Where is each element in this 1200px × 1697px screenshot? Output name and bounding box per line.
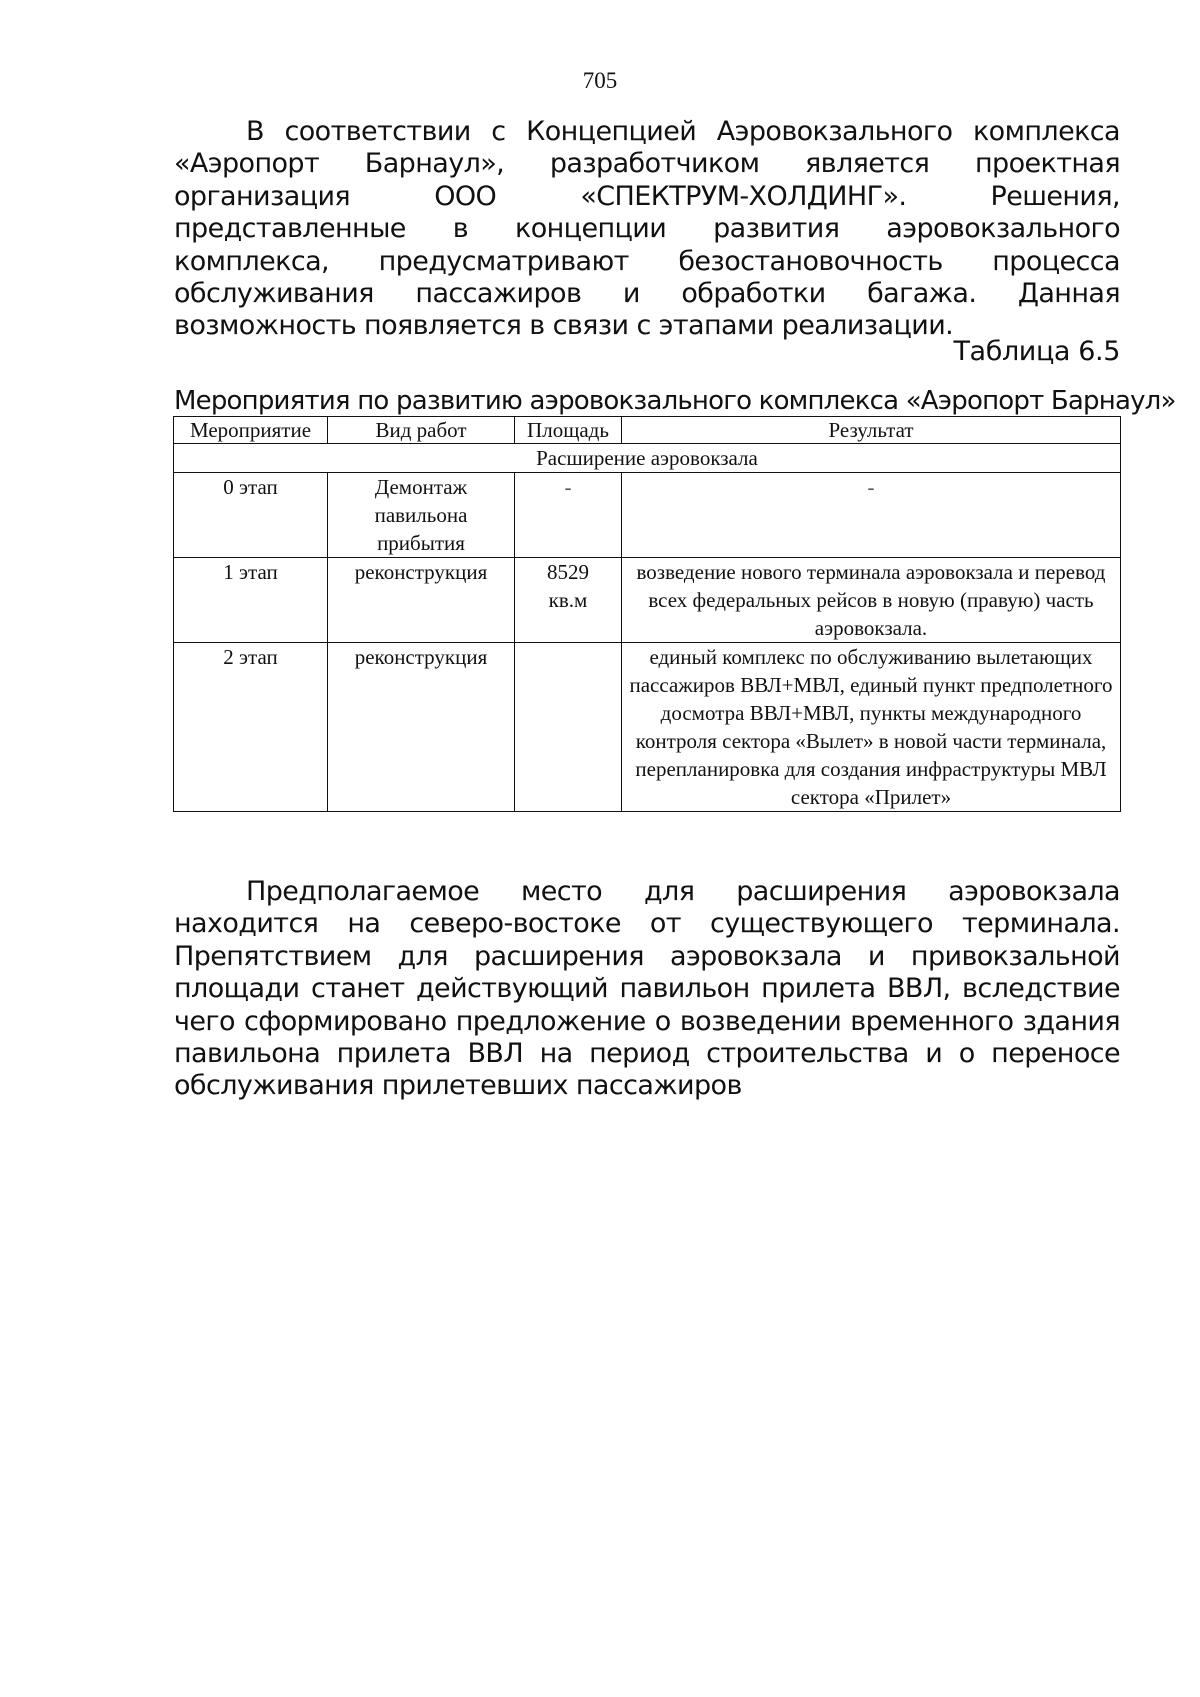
cell-result: единый комплекс по обслуживанию вылетающих пассажиров ВВЛ+МВЛ, единый пункт предполетного досмотра ВВЛ+МВЛ, пункты международного контроля сектора «Вылет» в новой части терминала, перепланировка для создания инфраструктуры МВЛ сектора «Прилет» xyxy=(622,643,1121,812)
header-result: Результат xyxy=(622,417,1121,444)
cell-area: - xyxy=(515,473,622,558)
cell-event: 0 этап xyxy=(174,473,328,558)
intro-paragraph: В соответствии с Концепцией Аэровокзального комплекса «Аэропорт Барнаул», разработчиком является проектная организация ООО «СПЕКТРУМ-ХОЛДИНГ». Решения, представленные в концепции развития аэровокзального комплекса, предусматривают безостановочность процесса обслуживания пассажиров и обработки багажа. Данная возможность появляется в связи с этапами реализации. xyxy=(174,116,1120,342)
cell-work: Демонтаж павильона прибытия xyxy=(328,473,515,558)
cell-event: 2 этап xyxy=(174,643,328,812)
table-row xyxy=(174,643,1121,812)
closing-paragraph: Предполагаемое место для расширения аэровокзала находится на северо-востоке от существующего терминала. Препятствием для расширения аэровокзала и привокзальной площади станет действующий павильон прилета ВВЛ, вследствие чего сформировано предложение о возведении временного здания павильона прилета ВВЛ на период строительства и о переносе обслуживания прилетевших пассажиров xyxy=(174,876,1120,1102)
header-work: Вид работ xyxy=(328,417,515,444)
header-event: Мероприятие xyxy=(174,417,328,444)
table-row xyxy=(174,558,1121,643)
events-table xyxy=(173,416,1121,812)
cell-result: возведение нового терминала аэровокзала и перевод всех федеральных рейсов в новую (правую) часть аэровокзала. xyxy=(622,558,1121,643)
cell-result: - xyxy=(622,473,1121,558)
cell-area xyxy=(515,643,622,812)
section-title: Расширение аэровокзала xyxy=(174,444,1121,473)
section-row xyxy=(174,444,1121,473)
table-header-row xyxy=(174,417,1121,444)
cell-work: реконструкция xyxy=(328,643,515,812)
cell-area: 8529 кв.м xyxy=(515,558,622,643)
header-area: Площадь xyxy=(515,417,622,444)
page-number: 705 xyxy=(582,68,618,93)
table-caption: Мероприятия по развитию аэровокзального комплекса «Аэропорт Барнаул» xyxy=(174,386,1176,416)
table-row xyxy=(174,473,1121,558)
cell-work: реконструкция xyxy=(328,558,515,643)
table-label: Таблица 6.5 xyxy=(953,336,1120,367)
cell-event: 1 этап xyxy=(174,558,328,643)
